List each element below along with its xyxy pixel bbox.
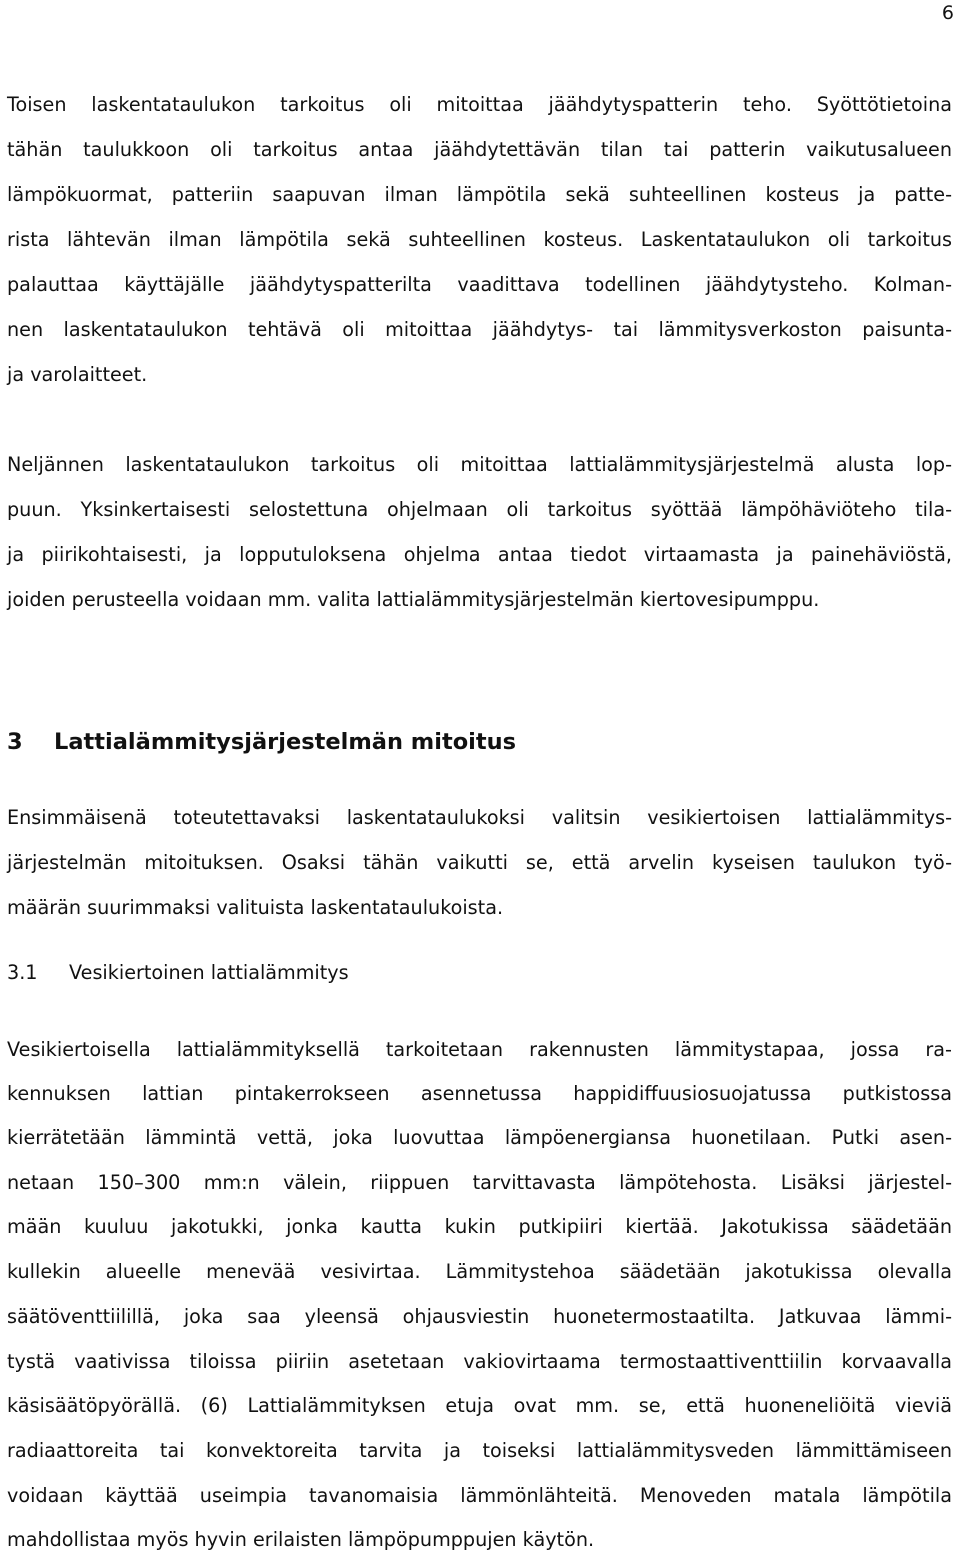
- text-line: ja piirikohtaisesti, ja lopputuloksena ohjelma antaa tiedot virtaamasta ja painehäviöstä,: [7, 543, 952, 566]
- text-line: tystä vaativissa tiloissa piiriin asetetaan vakiovirtaama termostaattiventtiilin korvaavalla: [7, 1350, 952, 1373]
- text-line: määrän suurimmaksi valituista laskentataulukoista.: [7, 896, 504, 919]
- text-line: Ensimmäisenä toteutettavaksi laskentataulukoksi valitsin vesikiertoisen lattialämmitys-: [7, 806, 952, 829]
- text-line: palauttaa käyttäjälle jäähdytyspatterilta vaadittava todellinen jäähdytysteho. Kolman-: [7, 273, 952, 296]
- subsection-heading: [7, 960, 349, 986]
- section-heading: [7, 727, 516, 757]
- text-line: kierrätetään lämmintä vettä, joka luovuttaa lämpöenergiansa huonetilaan. Putki asen-: [7, 1126, 952, 1149]
- text-line: Neljännen laskentataulukon tarkoitus oli mitoittaa lattialämmitysjärjestelmä alusta lop-: [7, 453, 952, 476]
- text-line: Vesikiertoisella lattialämmityksellä tarkoitetaan rakennusten lämmitystapaa, jossa ra-: [7, 1038, 952, 1061]
- text-line: säätöventtiilillä, joka saa yleensä ohjausviestin huonetermostaatilta. Jatkuvaa lämmi-: [7, 1305, 952, 1328]
- text-line: käsisäätöpyörällä. (6) Lattialämmityksen etuja ovat mm. se, että huoneneliöitä vieviä: [7, 1394, 952, 1417]
- text-line: ja varolaitteet.: [7, 363, 148, 386]
- text-line: tähän taulukkoon oli tarkoitus antaa jäähdytettävän tilan tai patterin vaikutusalueen: [7, 138, 952, 161]
- text-line: lämpökuormat, patteriin saapuvan ilman lämpötila sekä suhteellinen kosteus ja patte-: [7, 183, 952, 206]
- text-line: radiaattoreita tai konvektoreita tarvita ja toiseksi lattialämmitysveden lämmittämiseen: [7, 1439, 952, 1462]
- text-line: Toisen laskentataulukon tarkoitus oli mitoittaa jäähdytyspatterin teho. Syöttötietoina: [7, 93, 952, 116]
- text-line: rista lähtevän ilman lämpötila sekä suhteellinen kosteus. Laskentataulukon oli tarkoitus: [7, 228, 952, 251]
- section-title: Lattialämmitysjärjestelmän mitoitus: [54, 729, 517, 755]
- text-line: puun. Yksinkertaisesti selostettuna ohjelmaan oli tarkoitus syöttää lämpöhäviöteho tila-: [7, 498, 952, 521]
- text-line: järjestelmän mitoituksen. Osaksi tähän vaikutti se, että arvelin kyseisen taulukon työ-: [7, 851, 952, 874]
- text-line: kullekin alueelle menevää vesivirtaa. Lämmitystehoa säädetään jakotukissa olevalla: [7, 1260, 952, 1283]
- section-number: 3: [7, 729, 23, 755]
- text-line: nen laskentataulukon tehtävä oli mitoittaa jäähdytys- tai lämmitysverkoston paisunta-: [7, 318, 952, 341]
- text-line: joiden perusteella voidaan mm. valita lattialämmitysjärjestelmän kiertovesipumppu.: [7, 588, 820, 611]
- text-line: mään kuuluu jakotukki, jonka kautta kukin putkipiiri kiertää. Jakotukissa säädetään: [7, 1215, 952, 1238]
- text-line: netaan 150–300 mm:n välein, riippuen tarvittavasta lämpötehosta. Lisäksi järjestel-: [7, 1171, 952, 1194]
- subsection-number: 3.1: [7, 961, 38, 984]
- text-line: voidaan käyttää useimpia tavanomaisia lämmönlähteitä. Menoveden matala lämpötila: [7, 1484, 952, 1507]
- subsection-title: Vesikiertoinen lattialämmitys: [69, 961, 349, 984]
- text-line: kennuksen lattian pintakerrokseen asennetussa happidiffuusiosuojatussa putkistossa: [7, 1082, 952, 1105]
- page-number: 6: [941, 2, 954, 24]
- text-line: mahdollistaa myös hyvin erilaisten lämpöpumppujen käytön.: [7, 1528, 595, 1551]
